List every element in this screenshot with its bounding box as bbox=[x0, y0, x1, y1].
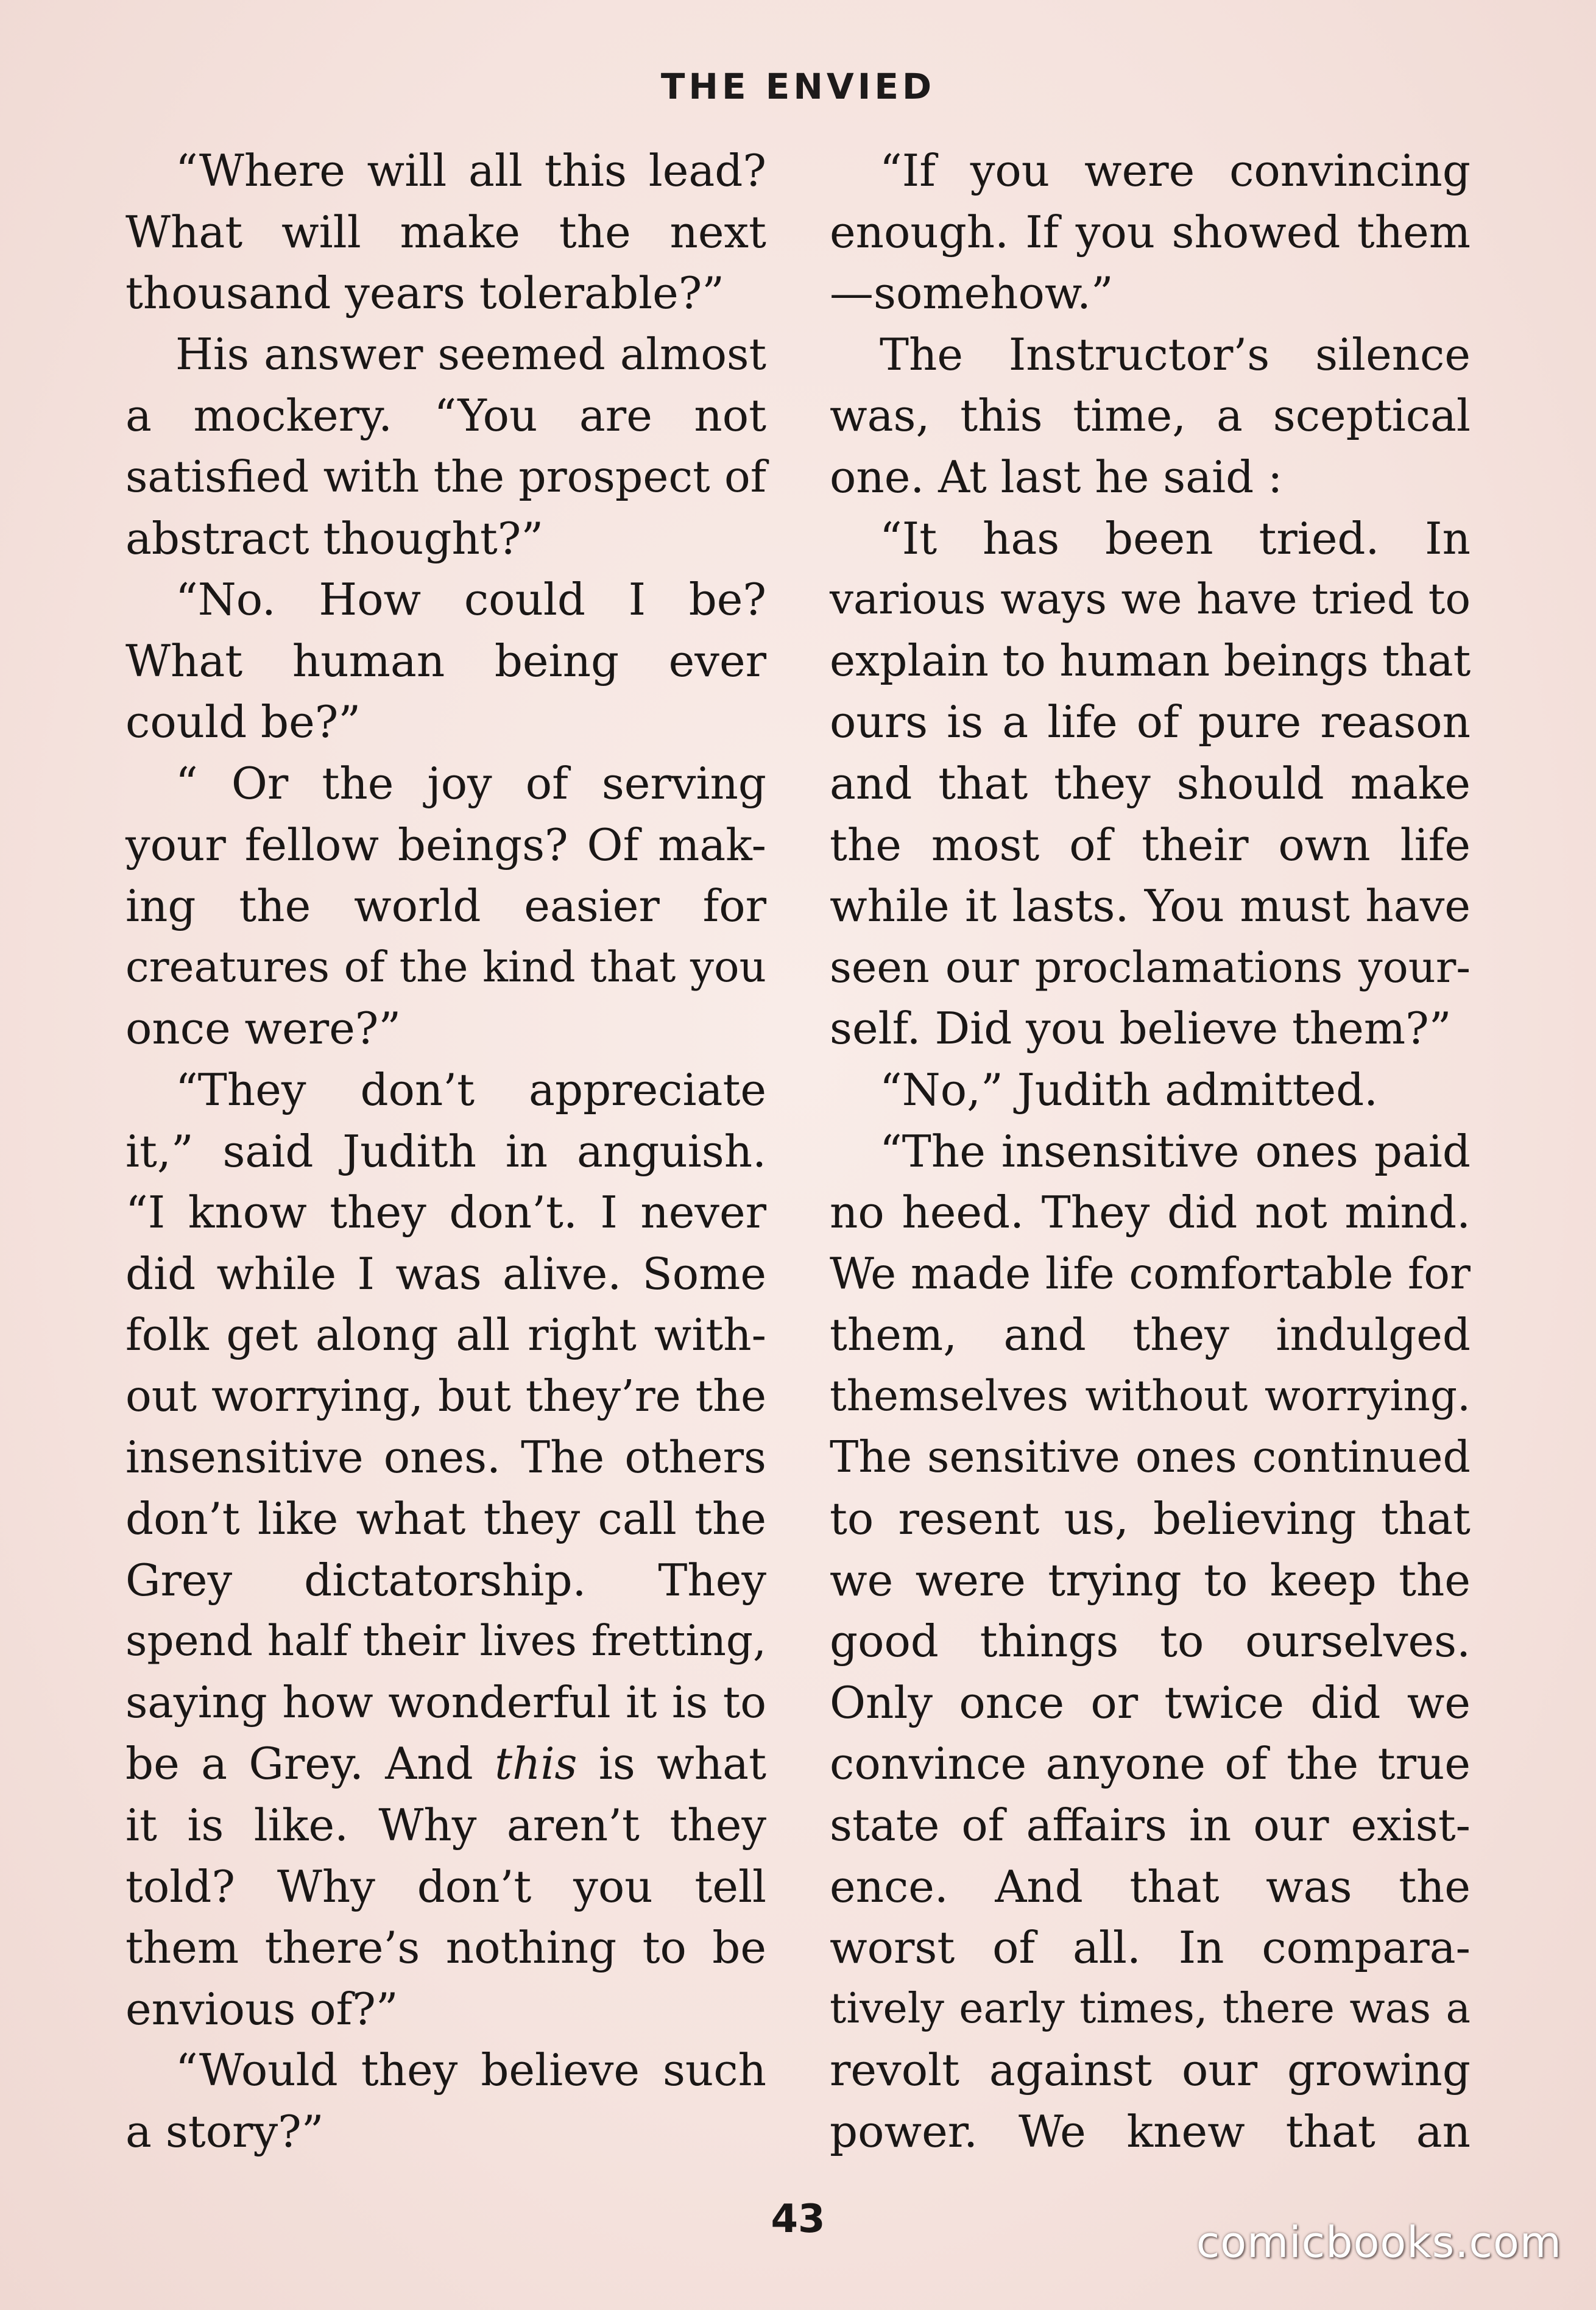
text-line: “ Or the joy of serving bbox=[175, 757, 766, 809]
text-line: a mockery. “You are not bbox=[125, 390, 766, 442]
text-line: a story?” bbox=[125, 2106, 324, 2157]
text-line: ours is a life of pure reason bbox=[830, 696, 1471, 748]
text-line: it is like. Why aren’t they bbox=[125, 1800, 766, 1851]
text-line: we were trying to keep the bbox=[830, 1554, 1471, 1606]
text-line: power. We knew that an bbox=[830, 2106, 1471, 2157]
text-line: abstract thought?” bbox=[125, 512, 544, 564]
text-line: did while I was alive. Some bbox=[125, 1248, 766, 1299]
text-line: creatures of the kind that you bbox=[125, 942, 766, 992]
text-line: “No. How could I be? bbox=[175, 574, 766, 626]
text-line: His answer seemed almost bbox=[175, 328, 766, 380]
text-line: What will make the next bbox=[125, 206, 766, 258]
text-line: saying how wonderful it is to bbox=[125, 1676, 766, 1728]
text-line: insensitive ones. The others bbox=[125, 1432, 766, 1483]
text-line: ence. And that was the bbox=[830, 1860, 1471, 1912]
text-line: The Instructor’s silence bbox=[880, 328, 1471, 380]
text-line: The sensitive ones continued bbox=[830, 1432, 1471, 1483]
text-line: good things to ourselves. bbox=[830, 1616, 1471, 1667]
text-line: worst of all. In compara- bbox=[830, 1922, 1471, 1974]
running-head: THE ENVIED bbox=[660, 66, 936, 107]
text-line: envious of?” bbox=[125, 1983, 398, 2035]
text-line: spend half their lives fretting, bbox=[125, 1617, 766, 1666]
text-line: don’t like what they call the bbox=[125, 1493, 766, 1545]
text-line: no heed. They did not mind. bbox=[830, 1187, 1471, 1238]
text-line: “Where will all this lead? bbox=[175, 145, 766, 196]
text-line: while it lasts. You must have bbox=[830, 880, 1471, 932]
text-line: them there’s nothing to be bbox=[125, 1922, 766, 1974]
text-line: the most of their own life bbox=[830, 819, 1471, 871]
watermark-logo: comicbooks.com bbox=[1196, 2217, 1562, 2267]
text-line: it,” said Judith in anguish. bbox=[125, 1125, 766, 1177]
text-line: Grey dictatorship. They bbox=[125, 1554, 766, 1606]
text-line: tively early times, there was a bbox=[830, 1984, 1471, 2033]
text-line: “They don’t appreciate bbox=[175, 1064, 766, 1115]
left-text-column bbox=[125, 140, 766, 2163]
text-line: out worrying, but they’re the bbox=[125, 1370, 766, 1421]
text-line: them, and they indulged bbox=[830, 1309, 1471, 1361]
text-line: “I know they don’t. I never bbox=[125, 1187, 766, 1238]
text-line: themselves without worrying. bbox=[830, 1371, 1471, 1421]
text-line: We made life comfortable for bbox=[830, 1248, 1471, 1299]
text-line: was, this time, a sceptical bbox=[830, 390, 1471, 442]
text-line: your fellow beings? Of mak- bbox=[125, 819, 766, 871]
text-line: —somehow.” bbox=[830, 267, 1114, 319]
text-line: “If you were convincing bbox=[880, 145, 1471, 196]
emphasized-word: this bbox=[495, 1738, 577, 1790]
text-line: “Would they believe such bbox=[175, 2044, 766, 2096]
text-line: could be?” bbox=[125, 696, 361, 748]
text-line: “No,” Judith admitted. bbox=[880, 1064, 1379, 1115]
right-text-column bbox=[830, 140, 1471, 2163]
text-line: be a Grey. And this is what bbox=[125, 1738, 767, 1790]
text-line: state of affairs in our exist- bbox=[830, 1800, 1471, 1851]
page-number: 43 bbox=[771, 2197, 825, 2242]
text-line: thousand years tolerable?” bbox=[125, 267, 725, 319]
text-line: revolt against our growing bbox=[830, 2044, 1471, 2096]
text-line: to resent us, believing that bbox=[830, 1493, 1471, 1545]
text-line: and that they should make bbox=[830, 757, 1471, 809]
text-line: once were?” bbox=[125, 1003, 401, 1054]
text-line: satisfied with the prospect of bbox=[125, 451, 766, 502]
text-line: folk get along all right with- bbox=[125, 1309, 766, 1361]
text-line: seen our proclamations your- bbox=[830, 942, 1471, 992]
text-line: “It has been tried. In bbox=[880, 512, 1471, 564]
text-line: “The insensitive ones paid bbox=[880, 1125, 1471, 1177]
text-line: Only once or twice did we bbox=[830, 1676, 1471, 1728]
text-line: ing the world easier for bbox=[125, 880, 766, 932]
text-line: self. Did you believe them?” bbox=[830, 1003, 1452, 1054]
text-line: one. At last he said : bbox=[830, 451, 1283, 503]
text-line: convince anyone of the true bbox=[830, 1738, 1471, 1790]
text-line: various ways we have tried to bbox=[830, 575, 1471, 624]
text-line: What human being ever bbox=[125, 635, 766, 687]
text-line: enough. If you showed them bbox=[830, 206, 1471, 258]
text-line: explain to human beings that bbox=[830, 635, 1471, 686]
text-line: told? Why don’t you tell bbox=[125, 1860, 766, 1912]
